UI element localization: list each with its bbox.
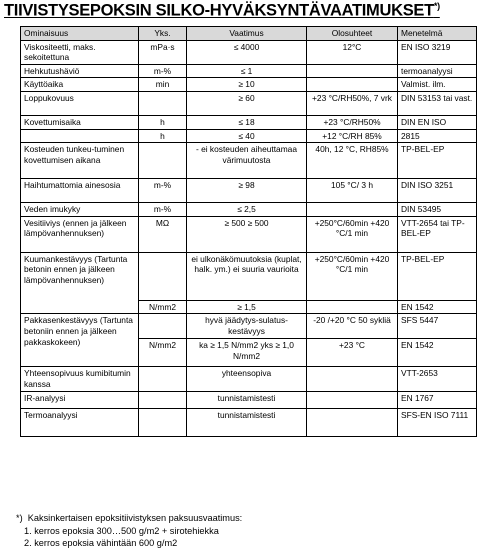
property-cell: Viskositeetti, maks. sekoitettuna — [21, 40, 139, 64]
method-cell: DIN 53495 — [398, 203, 477, 217]
conditions-cell: -20 /+20 °C 50 sykliä — [307, 314, 398, 339]
unit-cell: mPa·s — [139, 40, 187, 64]
conditions-cell — [307, 203, 398, 217]
property-cell: Termoanalyysi — [21, 409, 139, 437]
conditions-cell: 105 °C/ 3 h — [307, 179, 398, 203]
header-method: Menetelmä — [398, 27, 477, 41]
conditions-cell: +250°C/60min +420 °C/1 min — [307, 252, 398, 300]
conditions-cell: +23 °C — [307, 339, 398, 367]
property-cell: Veden imukyky — [21, 203, 139, 217]
requirement-cell: ≤ 1 — [187, 64, 307, 78]
table-row — [21, 91, 477, 115]
footnote-item: 2. kerros epoksia vähintään 600 g/m2 — [24, 538, 178, 549]
property-cell: Yhteensopivuus kumibitumin kanssa — [21, 367, 139, 392]
property-cell: Kosteuden tunkeu-tuminen kovettumisen aikana — [21, 143, 139, 179]
table-row — [21, 367, 477, 392]
requirement-cell: yhteensopiva — [187, 367, 307, 392]
table-row — [21, 314, 477, 339]
unit-cell — [139, 367, 187, 392]
table-row — [21, 143, 477, 179]
requirement-cell: ≤ 40 — [187, 129, 307, 143]
conditions-cell: 12°C — [307, 40, 398, 64]
unit-cell — [139, 143, 187, 179]
footnote-marker: *) — [16, 513, 23, 523]
header-row — [21, 27, 477, 41]
requirement-cell: ≥ 10 — [187, 78, 307, 92]
header-property: Ominaisuus — [21, 27, 139, 41]
title-text: TIIVISTYSEPOKSIN SILKO-HYVÄKSYNTÄVAATIMUKSET — [4, 1, 434, 20]
requirement-cell: ei ulkonäkömuutoksia (kuplat, halk. ym.) ei suuria vaurioita — [187, 252, 307, 300]
table-row — [21, 40, 477, 64]
unit-cell: min — [139, 78, 187, 92]
requirement-cell: hyvä jäädytys-sulatus-kestävyys — [187, 314, 307, 339]
unit-cell — [139, 314, 187, 339]
unit-cell: m-% — [139, 203, 187, 217]
footnote — [16, 512, 242, 550]
table-row — [21, 216, 477, 252]
header-conditions: Olosuhteet — [307, 27, 398, 41]
property-cell — [21, 129, 139, 143]
property-cell: IR-analyysi — [21, 392, 139, 409]
conditions-cell: +12 °C/RH 85% — [307, 129, 398, 143]
conditions-cell — [307, 392, 398, 409]
unit-cell — [139, 392, 187, 409]
method-cell: 2815 — [398, 129, 477, 143]
property-cell: Kuumankestävyys (Tartunta betonin ennen ja jälkeen lämpövanhennuksen) — [21, 252, 139, 314]
requirement-cell: ≥ 98 — [187, 179, 307, 203]
property-cell: Käyttöaika — [21, 78, 139, 92]
requirement-cell: ≥ 500 ≥ 500 — [187, 216, 307, 252]
conditions-cell: +250°C/60min +420 °C/1 min — [307, 216, 398, 252]
requirement-cell: ≤ 4000 — [187, 40, 307, 64]
method-cell: SFS-EN ISO 7111 — [398, 409, 477, 437]
document-title — [4, 1, 440, 21]
conditions-cell: +23 °C/RH50% — [307, 115, 398, 129]
unit-cell: m-% — [139, 179, 187, 203]
requirement-cell: ka ≥ 1,5 N/mm2 yks ≥ 1,0 N/mm2 — [187, 339, 307, 367]
table-row — [21, 179, 477, 203]
conditions-cell — [307, 78, 398, 92]
table-row — [21, 129, 477, 143]
title-footnote-marker: *) — [433, 1, 440, 11]
requirement-cell: tunnistamistesti — [187, 409, 307, 437]
property-cell: Kovettumisaika — [21, 115, 139, 129]
property-cell: Haihtumattomia ainesosia — [21, 179, 139, 203]
requirement-cell: ≥ 1,5 — [187, 300, 307, 314]
method-cell: EN 1542 — [398, 339, 477, 367]
method-cell: VTT-2653 — [398, 367, 477, 392]
table-row — [21, 409, 477, 437]
unit-cell: h — [139, 129, 187, 143]
method-cell: TP-BEL-EP — [398, 252, 477, 300]
method-cell: SFS 5447 — [398, 314, 477, 339]
table-row — [21, 392, 477, 409]
header-unit: Yks. — [139, 27, 187, 41]
requirement-cell: tunnistamistesti — [187, 392, 307, 409]
table-row — [21, 78, 477, 92]
table-row — [21, 115, 477, 129]
unit-cell: m-% — [139, 64, 187, 78]
unit-cell: h — [139, 115, 187, 129]
method-cell: DIN ISO 3251 — [398, 179, 477, 203]
unit-cell — [139, 91, 187, 115]
conditions-cell — [307, 300, 398, 314]
unit-cell — [139, 252, 187, 300]
method-cell: termoanalyysi — [398, 64, 477, 78]
requirement-cell: ≤ 2,5 — [187, 203, 307, 217]
footnote-item: 1. kerros epoksia 300…500 g/m2 + sirotehiekka — [24, 525, 219, 536]
property-cell: Vesitiiviys (ennen ja jälkeen lämpövanhennuksen) — [21, 216, 139, 252]
conditions-cell: 40h, 12 °C, RH85% — [307, 143, 398, 179]
unit-cell: N/mm2 — [139, 339, 187, 367]
requirements-table — [20, 26, 477, 437]
property-cell: Hehkutushäviö — [21, 64, 139, 78]
conditions-cell — [307, 409, 398, 437]
method-cell: DIN EN ISO — [398, 115, 477, 129]
method-cell: Valmist. ilm. — [398, 78, 477, 92]
property-cell: Loppukovuus — [21, 91, 139, 115]
table-row — [21, 203, 477, 217]
unit-cell — [139, 409, 187, 437]
requirement-cell: ≥ 60 — [187, 91, 307, 115]
unit-cell: N/mm2 — [139, 300, 187, 314]
method-cell: EN ISO 3219 — [398, 40, 477, 64]
header-requirement: Vaatimus — [187, 27, 307, 41]
footnote-text: Kaksinkertaisen epoksitiivistyksen paksuusvaatimus: — [27, 513, 243, 523]
property-cell: Pakkasenkestävyys (Tartunta betoniin ennen ja jälkeen pakkaskokeen) — [21, 314, 139, 367]
method-cell: EN 1767 — [398, 392, 477, 409]
method-cell: DIN 53153 tai vast. — [398, 91, 477, 115]
conditions-cell — [307, 64, 398, 78]
method-cell: TP-BEL-EP — [398, 143, 477, 179]
table-row — [21, 64, 477, 78]
table-row — [21, 252, 477, 300]
method-cell: VTT-2654 tai TP-BEL-EP — [398, 216, 477, 252]
conditions-cell: +23 °C/RH50%, 7 vrk — [307, 91, 398, 115]
requirement-cell: - ei kosteuden aiheuttamaa värimuutosta — [187, 143, 307, 179]
conditions-cell — [307, 367, 398, 392]
requirement-cell: ≤ 18 — [187, 115, 307, 129]
method-cell: EN 1542 — [398, 300, 477, 314]
unit-cell: MΩ — [139, 216, 187, 252]
